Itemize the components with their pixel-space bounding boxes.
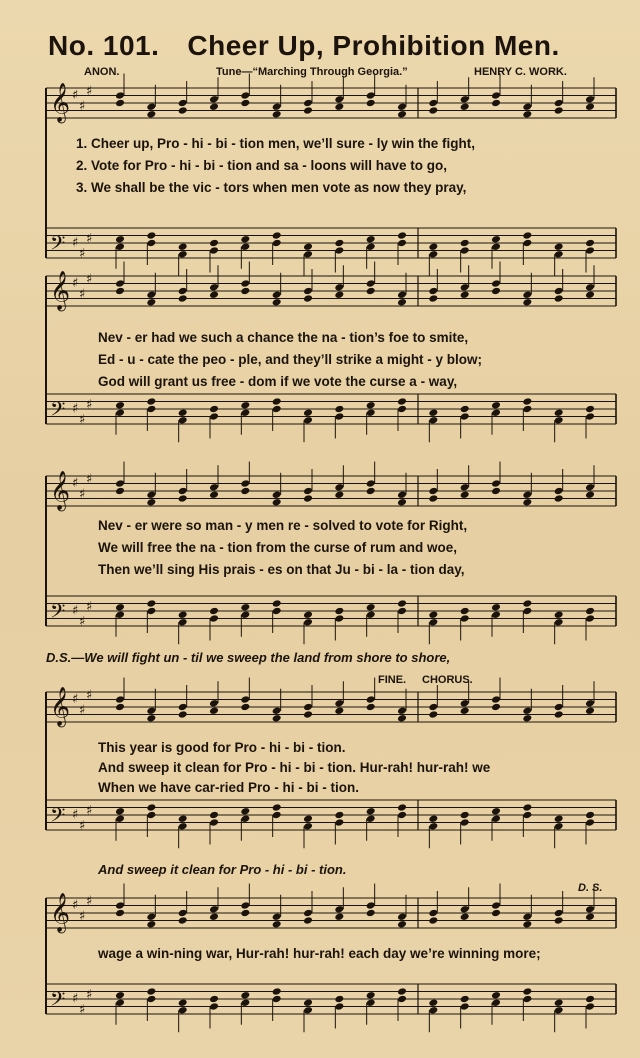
svg-text:𝄢: 𝄢 xyxy=(50,599,66,628)
svg-text:♯: ♯ xyxy=(86,599,93,615)
lyric-line: And sweep it clean for Pro - hi - bi - tion. Hur-rah! hur-rah! we xyxy=(98,760,491,775)
svg-text:𝄞: 𝄞 xyxy=(50,470,71,511)
svg-text:♯: ♯ xyxy=(79,487,86,502)
svg-text:♯: ♯ xyxy=(79,99,86,114)
chorus-marker: CHORUS. xyxy=(422,674,473,686)
staff-pair-5 xyxy=(0,888,640,1058)
svg-text:♯: ♯ xyxy=(72,401,79,417)
svg-text:♯: ♯ xyxy=(72,897,79,913)
author-credit: ANON. xyxy=(84,66,120,78)
svg-text:♯: ♯ xyxy=(79,703,86,718)
svg-text:𝄢: 𝄢 xyxy=(50,803,66,832)
svg-text:♯: ♯ xyxy=(79,412,86,428)
fine-marker: FINE. xyxy=(378,674,407,686)
ds-marker: D. S. xyxy=(578,882,603,894)
svg-text:♯: ♯ xyxy=(72,275,79,291)
svg-text:♯: ♯ xyxy=(79,1002,86,1018)
lyric-line: Ed - u - cate the peo - ple, and they’ll strike a might - y blow; xyxy=(98,352,483,367)
svg-text:♯: ♯ xyxy=(86,84,93,99)
lyric-line: God will grant us free - dom if we vote the curse a - way, xyxy=(98,374,458,389)
svg-text:𝄢: 𝄢 xyxy=(50,231,66,260)
lyric-line: Nev - er were so man - y men re - solved to vote for Right, xyxy=(98,518,468,533)
svg-text:𝄢: 𝄢 xyxy=(50,397,66,426)
svg-text:♯: ♯ xyxy=(86,894,93,909)
svg-text:♯: ♯ xyxy=(79,818,86,834)
svg-text:𝄞: 𝄞 xyxy=(50,82,71,123)
svg-text:𝄞: 𝄞 xyxy=(50,892,71,933)
svg-text:♯: ♯ xyxy=(72,807,79,823)
svg-text:𝄞: 𝄞 xyxy=(50,686,71,727)
svg-text:♯: ♯ xyxy=(86,688,93,703)
svg-text:♯: ♯ xyxy=(86,803,93,819)
tune-credit: Tune—“Marching Through Georgia.” xyxy=(216,66,408,78)
svg-text:♯: ♯ xyxy=(79,246,86,262)
lyric-line: This year is good for Pro - hi - bi - tion. xyxy=(98,740,346,755)
svg-text:♯: ♯ xyxy=(86,272,93,287)
lyric-line: When we have car-ried Pro - hi - bi - tion. xyxy=(98,780,360,795)
svg-text:♯: ♯ xyxy=(72,235,79,251)
svg-text:𝄞: 𝄞 xyxy=(50,270,71,311)
svg-text:♯: ♯ xyxy=(79,909,86,924)
svg-text:♯: ♯ xyxy=(79,287,86,302)
lyric-line: We will free the na - tion from the curse of rum and woe, xyxy=(98,540,458,555)
svg-text:♯: ♯ xyxy=(86,472,93,487)
lyric-line: 3. We shall be the vic - tors when men vote as now they pray, xyxy=(76,180,467,195)
svg-text:♯: ♯ xyxy=(79,614,86,630)
lyric-line: 1. Cheer up, Pro - hi - bi - tion men, we’ll sure - ly win the fight, xyxy=(76,136,476,151)
svg-text:♯: ♯ xyxy=(86,987,93,1003)
lyric-line: 2. Vote for Pro - hi - bi - tion and sa - loons will have to go, xyxy=(76,158,448,173)
hymn-heading xyxy=(48,30,560,62)
svg-text:♯: ♯ xyxy=(72,603,79,619)
svg-text:♯: ♯ xyxy=(86,231,93,247)
ds-lyric: And sweep it clean for Pro - hi - bi - tion. xyxy=(98,862,347,877)
svg-text:♯: ♯ xyxy=(72,87,79,103)
svg-text:♯: ♯ xyxy=(86,397,93,413)
composer-credit: HENRY C. WORK. xyxy=(474,66,567,78)
ds-lyric: D.S.—We will fight un - til we sweep the land from shore to shore, xyxy=(46,650,451,665)
svg-text:♯: ♯ xyxy=(72,991,79,1007)
svg-text:♯: ♯ xyxy=(72,691,79,707)
hymn-number: No. 101. xyxy=(48,30,160,61)
lyric-line: wage a win-ning war, Hur-rah! hur-rah! each day we’re winning more; xyxy=(98,946,541,961)
svg-text:♯: ♯ xyxy=(72,475,79,491)
hymn-title: Cheer Up, Prohibition Men. xyxy=(187,30,560,61)
svg-text:𝄢: 𝄢 xyxy=(50,987,66,1016)
lyric-line: Then we’ll sing His prais - es on that Ju - bi - la - tion day, xyxy=(98,562,465,577)
lyric-line: Nev - er had we such a chance the na - tion’s foe to smite, xyxy=(98,330,469,345)
